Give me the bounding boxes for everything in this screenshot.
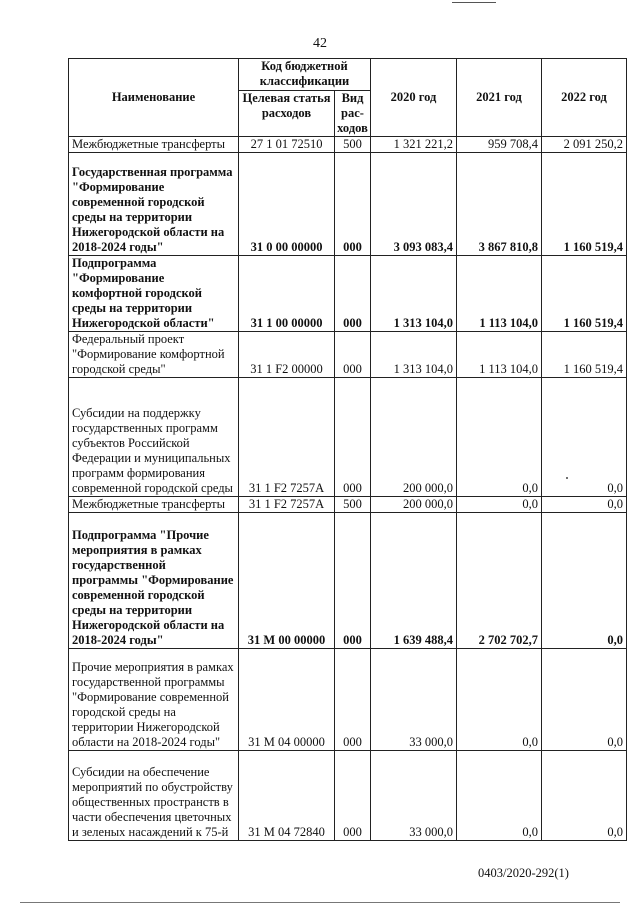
row-value-2022: 0,0 — [542, 649, 627, 751]
table-row — [69, 649, 627, 751]
header-target: Целевая статья расходов — [239, 91, 335, 137]
scan-artifact-dot — [566, 477, 568, 479]
row-target-code: 31 0 00 00000 — [239, 153, 335, 256]
table-row — [69, 256, 627, 332]
row-target-code: 31 М 00 00000 — [239, 513, 335, 649]
row-name: Прочие мероприятия в рамках государственной программы "Формирование современной городской среды на территории Нижегородской области на 2018-2024 годы" — [69, 649, 239, 751]
row-value-2021: 0,0 — [457, 751, 542, 841]
row-value-2020: 3 093 083,4 — [371, 153, 457, 256]
table-row — [69, 153, 627, 256]
row-name: Субсидии на обеспечение мероприятий по обустройству общественных пространств в части обеспечения цветочных и зеленых насаждений к 75-й — [69, 751, 239, 841]
scan-artifact-bottom — [20, 902, 620, 903]
row-name: Межбюджетные трансферты — [69, 497, 239, 513]
row-value-2021: 0,0 — [457, 378, 542, 497]
row-target-code: 31 М 04 00000 — [239, 649, 335, 751]
row-value-2022: 1 160 519,4 — [542, 256, 627, 332]
row-vid-code: 000 — [335, 153, 371, 256]
row-value-2022: 1 160 519,4 — [542, 332, 627, 378]
row-vid-code: 000 — [335, 256, 371, 332]
row-name: Подпрограмма "Прочие мероприятия в рамках государственной программы "Формирование современной городской среды на территории Нижегородской области на 2018-2024 годы" — [69, 513, 239, 649]
row-name: Государственная программа "Формирование современной городской среды на территории Нижегородской области на 2018-2024 годы" — [69, 153, 239, 256]
row-vid-code: 000 — [335, 332, 371, 378]
row-value-2021: 0,0 — [457, 497, 542, 513]
row-target-code: 31 1 00 00000 — [239, 256, 335, 332]
row-vid-code: 000 — [335, 649, 371, 751]
row-value-2020: 1 639 488,4 — [371, 513, 457, 649]
header-kbk-group: Код бюджетной классификации — [239, 59, 371, 91]
row-target-code: 31 1 F2 7257A — [239, 497, 335, 513]
header-2022: 2022 год — [542, 59, 627, 137]
row-value-2020: 1 321 221,2 — [371, 137, 457, 153]
row-vid-code: 000 — [335, 513, 371, 649]
header-name: Наименование — [69, 59, 239, 137]
row-value-2020: 200 000,0 — [371, 497, 457, 513]
table-row — [69, 332, 627, 378]
row-value-2021: 959 708,4 — [457, 137, 542, 153]
row-value-2021: 1 113 104,0 — [457, 332, 542, 378]
row-name: Подпрограмма "Формирование комфортной городской среды на территории Нижегородской области" — [69, 256, 239, 332]
row-name: Федеральный проект "Формирование комфортной городской среды" — [69, 332, 239, 378]
row-value-2022: 0,0 — [542, 751, 627, 841]
row-value-2021: 3 867 810,8 — [457, 153, 542, 256]
row-value-2021: 0,0 — [457, 649, 542, 751]
row-target-code: 31 М 04 72840 — [239, 751, 335, 841]
header-2020: 2020 год — [371, 59, 457, 137]
row-value-2022: 0,0 — [542, 513, 627, 649]
page-number: 42 — [313, 36, 327, 51]
row-value-2022: 0,0 — [542, 378, 627, 497]
row-value-2020: 33 000,0 — [371, 649, 457, 751]
row-name: Субсидии на поддержку государственных программ субъектов Российской Федерации и муниципальных программ формирования современной городской среды — [69, 378, 239, 497]
scan-artifact-top — [452, 2, 496, 3]
row-value-2020: 1 313 104,0 — [371, 256, 457, 332]
table-row — [69, 751, 627, 841]
header-2021: 2021 год — [457, 59, 542, 137]
row-target-code: 27 1 01 72510 — [239, 137, 335, 153]
row-value-2020: 200 000,0 — [371, 378, 457, 497]
row-value-2020: 33 000,0 — [371, 751, 457, 841]
row-value-2020: 1 313 104,0 — [371, 332, 457, 378]
footer-code: 0403/2020-292(1) — [478, 866, 569, 880]
row-target-code: 31 1 F2 00000 — [239, 332, 335, 378]
row-vid-code: 000 — [335, 751, 371, 841]
table-row — [69, 497, 627, 513]
row-name: Межбюджетные трансферты — [69, 137, 239, 153]
row-vid-code: 000 — [335, 378, 371, 497]
header-vid: Вид рас-ходов — [335, 91, 371, 137]
table-row — [69, 137, 627, 153]
row-target-code: 31 1 F2 7257A — [239, 378, 335, 497]
row-value-2022: 0,0 — [542, 497, 627, 513]
budget-table — [68, 58, 627, 841]
row-value-2022: 2 091 250,2 — [542, 137, 627, 153]
row-vid-code: 500 — [335, 137, 371, 153]
row-value-2021: 2 702 702,7 — [457, 513, 542, 649]
table-row — [69, 378, 627, 497]
row-vid-code: 500 — [335, 497, 371, 513]
row-value-2022: 1 160 519,4 — [542, 153, 627, 256]
row-value-2021: 1 113 104,0 — [457, 256, 542, 332]
table-row — [69, 513, 627, 649]
